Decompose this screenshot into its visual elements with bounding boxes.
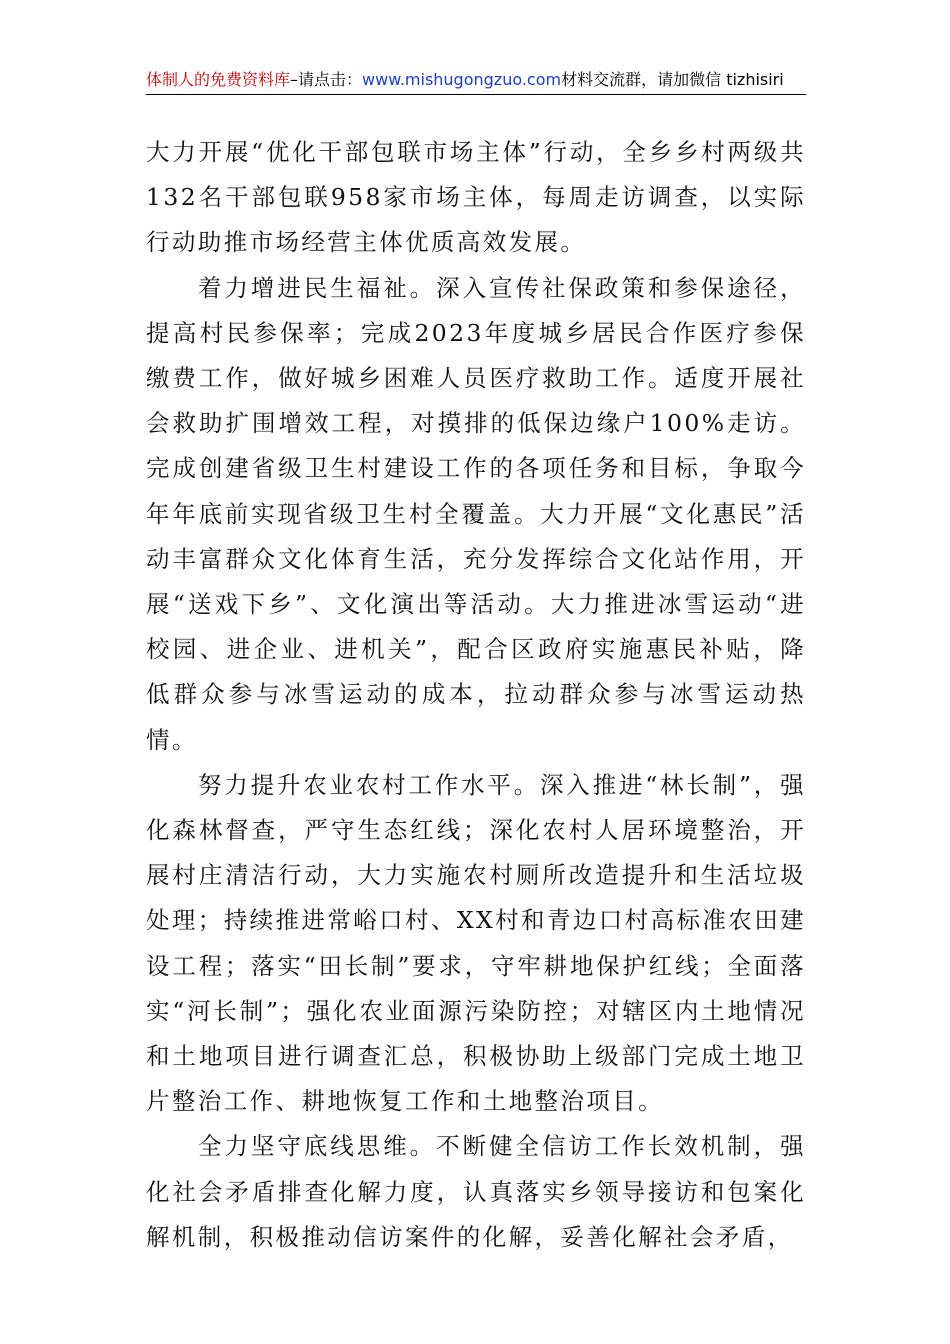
paragraph-agriculture: 努力提升农业农村工作水平。深入推进“林长制”，强化森林督查，严守生态红线；深化农村人居环境整治，开展村庄清洁行动，大力实施农村厕所改造提升和生活垃圾处理；持续推进常峪口村、XX村和青边口村高标准农田建设工程；落实“田长制”要求，守牢耕地保护红线；全面落实“河长制”；强化农业面源污染防控；对辖区内土地情况和土地项目进行调查汇总，积极协助上级部门完成土地卫片整治工作、耕地恢复工作和土地整治项目。 <box>146 770 806 1116</box>
page-header <box>146 66 806 95</box>
paragraph-livelihood: 着力增进民生福祉。深入宣传社保政策和参保途径，提高村民参保率；完成2023年度城乡居民合作医疗参保缴费工作，做好城乡困难人员医疗救助工作。适度开展社会救助扩围增效工程，对摸排的低保边缘户100%走访。完成创建省级卫生村建设工作的各项任务和目标，争取今年年底前实现省级卫生村全覆盖。大力开展“文化惠民”活动丰富群众文化体育生活，充分发挥综合文化站作用，开展“送戏下乡”、文化演出等活动。大力推进冰雪运动“进校园、进企业、进机关”，配合区政府实施惠民补贴，降低群众参与冰雪运动的成本，拉动群众参与冰雪运动热情。 <box>146 273 806 754</box>
header-url-link[interactable]: www.mishugongzuo.com <box>362 70 562 89</box>
paragraph-continued: 大力开展“优化干部包联市场主体”行动，全乡乡村两级共132名干部包联958家市场主体，每周走访调查，以实际行动助推市场经营主体优质高效发展。 <box>146 138 806 257</box>
header-contact: 材料交流群，请加微信 tizhisiri <box>561 70 784 89</box>
header-separator: –请点击： <box>290 70 363 89</box>
document-body <box>146 130 806 1260</box>
header-brand: 体制人的免费资料库 <box>146 70 291 89</box>
paragraph-bottom-line: 全力坚守底线思维。不断健全信访工作长效机制，强化社会矛盾排查化解力度，认真落实乡领导接访和包案化解机制，积极推动信访案件的化解，妥善化解社会矛盾， <box>146 1132 806 1251</box>
